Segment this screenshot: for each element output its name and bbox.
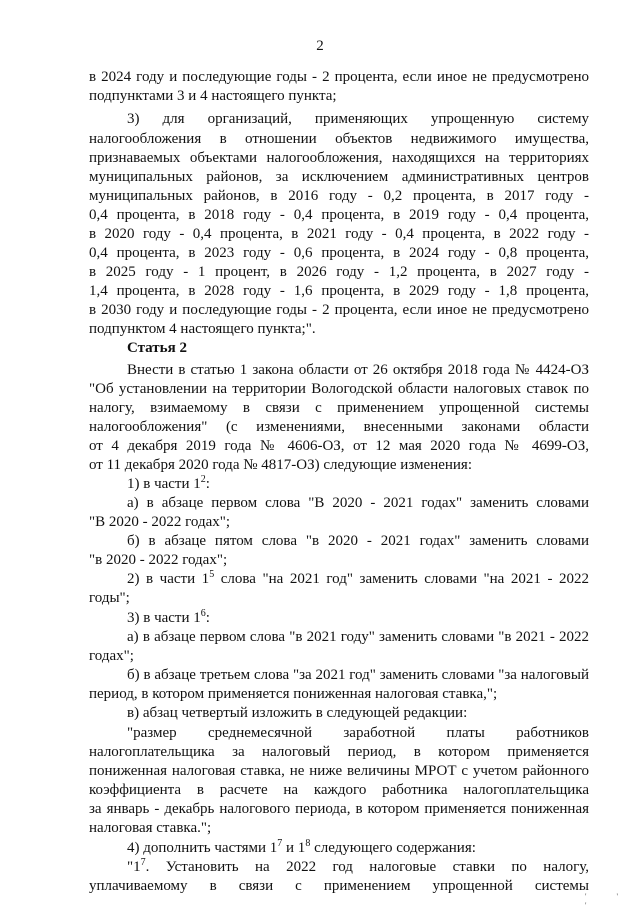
text-line <box>89 437 589 456</box>
line-text: 1,4 процента, в 2028 году - 1,6 процента, в 2029 году - 1,8 процента, <box>89 283 589 299</box>
line-text: в 2030 году и последующие годы - 2 процента, если иное не предусмотрено <box>89 302 589 318</box>
line-text: 1) в части 1 <box>127 476 201 492</box>
line-text: налогообложения" (с изменениями, внесенными законами области <box>89 419 589 435</box>
text-line <box>127 609 589 628</box>
line-text: 0,4 процента, в 2023 году - 0,6 процента, в 2024 году - 0,8 процента, <box>89 245 589 261</box>
line-text: : <box>205 610 210 626</box>
text-line <box>89 263 589 282</box>
text-line <box>89 877 589 896</box>
text-line <box>89 456 589 475</box>
article-heading <box>127 339 589 358</box>
text-line <box>89 647 589 666</box>
line-text: признаваемых объектами налогообложения, находящихся на территориях <box>89 150 589 166</box>
text-line <box>89 244 589 263</box>
line-text: . Установить на 2022 год налоговые ставки по налогу, <box>145 859 589 875</box>
line-text: 3) для организаций, применяющих упрощенную систему <box>127 111 589 127</box>
line-text: от 11 декабря 2020 года № 4817-ОЗ) следующие изменения: <box>89 457 472 473</box>
text-line <box>89 762 589 781</box>
text-line <box>127 858 589 877</box>
text-line <box>127 628 589 647</box>
scan-marks: ' ' ' <box>585 892 632 910</box>
text-line <box>89 68 589 87</box>
superscript: 7 <box>140 857 146 868</box>
text-line <box>89 418 589 437</box>
text-line <box>127 361 589 380</box>
line-text: подпунктами 3 и 4 настоящего пункта; <box>89 88 337 104</box>
line-text: коэффициента в расчете на каждого работника налогоплательщика <box>89 782 589 798</box>
line-text: слова "на 2021 год" заменить словами "на 2021 - 2022 <box>214 571 589 587</box>
text-line <box>127 704 589 723</box>
line-text: муниципальных районов, за исключением административных центров <box>89 169 589 185</box>
text-line <box>89 206 589 225</box>
line-text: налогоплательщика за налоговый период, в котором применяется <box>89 744 589 760</box>
line-text: : <box>205 476 210 492</box>
text-line <box>89 130 589 149</box>
text-line <box>127 475 589 494</box>
text-line <box>127 110 589 129</box>
superscript: 6 <box>200 608 206 619</box>
line-text: период, в котором применяется пониженная налоговая ставка,"; <box>89 686 498 702</box>
text-line <box>89 87 589 106</box>
text-line <box>89 589 589 608</box>
page-number: 2 <box>316 38 324 54</box>
line-text: 2) в части 1 <box>127 571 210 587</box>
text-line <box>89 320 589 339</box>
text-line <box>89 380 589 399</box>
line-text: а) в абзаце первом слова "В 2020 - 2021 годах" заменить словами <box>127 495 589 511</box>
line-text: "1 <box>127 859 141 875</box>
line-text: "в 2020 - 2022 годах"; <box>89 552 228 568</box>
text-line <box>89 225 589 244</box>
line-text: в) абзац четвертый изложить в следующей редакции: <box>127 705 468 721</box>
line-text: годах"; <box>89 648 134 664</box>
line-text: налоговая ставка."; <box>89 820 212 836</box>
line-text: налогообложения в отношении объектов недвижимого имущества, <box>89 131 589 147</box>
line-text: в 2024 году и последующие годы - 2 процента, если иное не предусмотрено <box>89 69 589 85</box>
text-line <box>127 839 589 858</box>
line-text: муниципальных районов, в 2016 году - 0,2 процента, в 2017 году - <box>89 188 589 204</box>
text-line <box>89 399 589 418</box>
line-text: б) в абзаце пятом слова "в 2020 - 2021 годах" заменить словами <box>127 533 589 549</box>
line-text: а) в абзаце первом слова "в 2021 году" заменить словами "в 2021 - 2022 <box>127 629 589 645</box>
text-line <box>89 685 589 704</box>
line-text: б) в абзаце третьем слова "за 2021 год" заменить словами "за налоговый <box>127 667 589 683</box>
line-text: 3) в части 1 <box>127 610 201 626</box>
text-line <box>127 570 589 589</box>
text-line <box>127 724 589 743</box>
text-line <box>89 743 589 762</box>
text-line <box>89 781 589 800</box>
text-line <box>89 301 589 320</box>
line-text: налогу, взимаемому в связи с применением упрощенной системы <box>89 400 589 416</box>
line-text: от 4 декабря 2019 года № 4606-ОЗ, от 12 мая 2020 года № 4699-ОЗ, <box>89 438 589 454</box>
text-line <box>127 666 589 685</box>
text-line <box>127 532 589 551</box>
line-text: в 2020 году - 0,4 процента, в 2021 году - 0,4 процента, в 2022 году - <box>89 226 589 242</box>
line-text: пониженная налоговая ставка, не ниже величины МРОТ с учетом районного <box>89 763 589 779</box>
superscript: 5 <box>209 569 215 580</box>
line-text: 0,4 процента, в 2018 году - 0,4 процента, в 2019 году - 0,4 процента, <box>89 207 589 223</box>
line-text: уплачиваемому в связи с применением упрощенной системы <box>89 878 589 894</box>
line-text: Внести в статью 1 закона области от 26 октября 2018 года № 4424-ОЗ <box>127 362 589 378</box>
text-line <box>89 168 589 187</box>
line-text: следующего содержания: <box>310 840 476 856</box>
text-line <box>89 819 589 838</box>
text-line <box>89 513 589 532</box>
text-line <box>89 800 589 819</box>
superscript: 8 <box>305 838 311 849</box>
line-text: Статья 2 <box>127 340 187 356</box>
line-text: за январь - декабрь налогового периода, в котором применяется пониженная <box>89 801 589 817</box>
line-text: и 1 <box>282 840 306 856</box>
text-line <box>89 149 589 168</box>
line-text: в 2025 году - 1 процент, в 2026 году - 1,2 процента, в 2027 году - <box>89 264 589 280</box>
line-text: 4) дополнить частями 1 <box>127 840 278 856</box>
text-line <box>89 282 589 301</box>
text-line <box>89 187 589 206</box>
line-text: "В 2020 - 2022 годах"; <box>89 514 231 530</box>
line-text: "размер среднемесячной заработной платы работников <box>127 725 589 741</box>
text-line <box>89 551 589 570</box>
text-line <box>127 494 589 513</box>
line-text: годы"; <box>89 590 130 606</box>
superscript: 2 <box>200 474 206 485</box>
superscript: 7 <box>277 838 283 849</box>
line-text: подпунктом 4 настоящего пункта;". <box>89 321 316 337</box>
line-text: "Об установлении на территории Вологодской области налоговых ставок по <box>89 381 589 397</box>
